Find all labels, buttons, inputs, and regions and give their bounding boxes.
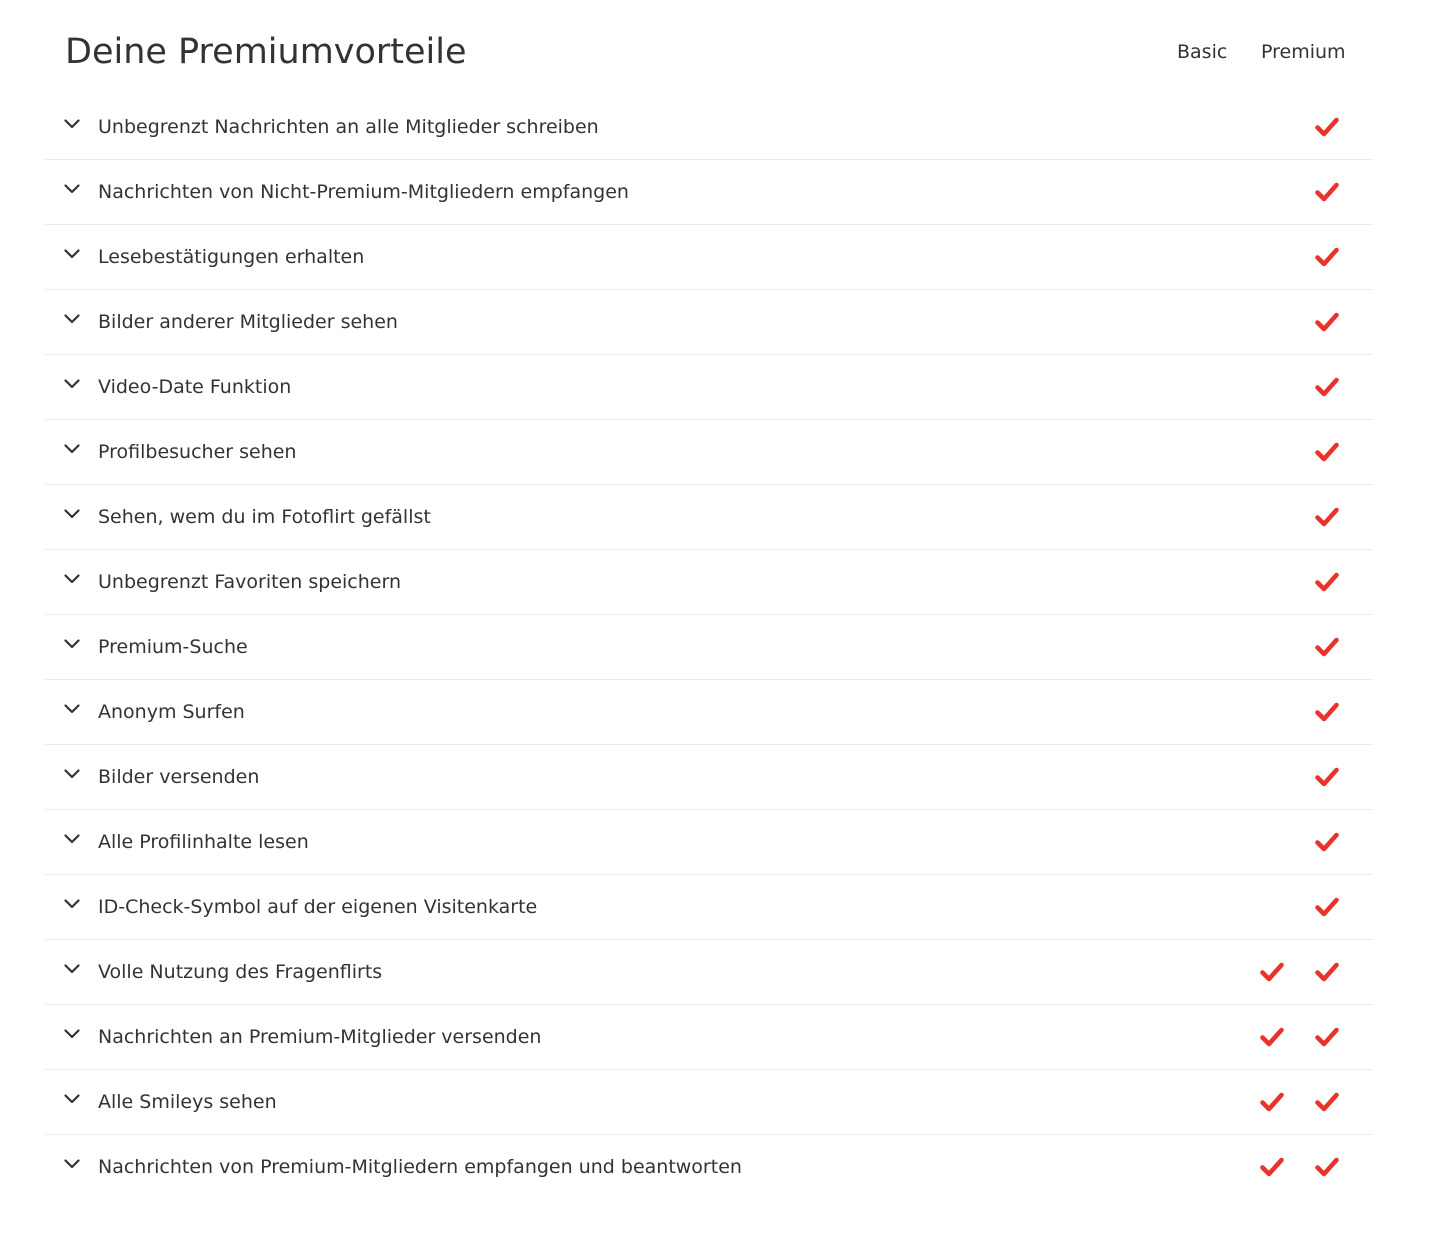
feature-label: Profilbesucher sehen — [98, 441, 297, 463]
feature-row-15[interactable] — [45, 1005, 1373, 1070]
premium-checkmark-icon — [1315, 442, 1339, 462]
feature-row-10[interactable] — [45, 680, 1373, 745]
chevron-down-icon[interactable] — [64, 249, 80, 259]
feature-label: Nachrichten an Premium-Mitglieder versenden — [98, 1026, 542, 1048]
premium-checkmark-icon — [1315, 637, 1339, 657]
feature-row-2[interactable] — [45, 160, 1373, 225]
basic-checkmark-icon — [1260, 1027, 1284, 1047]
feature-label: ID-Check-Symbol auf der eigenen Visitenkarte — [98, 896, 538, 918]
header — [0, 0, 1431, 96]
chevron-down-icon[interactable] — [64, 379, 80, 389]
feature-label: Alle Smileys sehen — [98, 1091, 277, 1113]
page-title: Deine Premiumvorteile — [65, 32, 467, 72]
feature-row-12[interactable] — [45, 810, 1373, 875]
feature-row-11[interactable] — [45, 745, 1373, 810]
feature-row-14[interactable] — [45, 940, 1373, 1005]
column-header-basic: Basic — [1177, 41, 1228, 63]
premium-checkmark-icon — [1315, 1157, 1339, 1177]
premium-checkmark-icon — [1315, 377, 1339, 397]
feature-label: Sehen, wem du im Fotoflirt gefällst — [98, 506, 431, 528]
premium-checkmark-icon — [1315, 507, 1339, 527]
chevron-down-icon[interactable] — [64, 899, 80, 909]
feature-label: Bilder versenden — [98, 766, 260, 788]
chevron-down-icon[interactable] — [64, 1159, 80, 1169]
feature-row-1[interactable] — [45, 95, 1373, 160]
premium-checkmark-icon — [1315, 182, 1339, 202]
feature-list — [45, 95, 1373, 1199]
basic-checkmark-icon — [1260, 1157, 1284, 1177]
chevron-down-icon[interactable] — [64, 639, 80, 649]
feature-label: Lesebestätigungen erhalten — [98, 246, 365, 268]
chevron-down-icon[interactable] — [64, 834, 80, 844]
chevron-down-icon[interactable] — [64, 1094, 80, 1104]
chevron-down-icon[interactable] — [64, 444, 80, 454]
chevron-down-icon[interactable] — [64, 119, 80, 129]
feature-label: Anonym Surfen — [98, 701, 245, 723]
premium-checkmark-icon — [1315, 897, 1339, 917]
feature-row-5[interactable] — [45, 355, 1373, 420]
chevron-down-icon[interactable] — [64, 184, 80, 194]
feature-row-8[interactable] — [45, 550, 1373, 615]
chevron-down-icon[interactable] — [64, 314, 80, 324]
premium-checkmark-icon — [1315, 572, 1339, 592]
premium-checkmark-icon — [1315, 832, 1339, 852]
basic-checkmark-icon — [1260, 962, 1284, 982]
feature-row-7[interactable] — [45, 485, 1373, 550]
premium-checkmark-icon — [1315, 702, 1339, 722]
feature-label: Unbegrenzt Favoriten speichern — [98, 571, 401, 593]
premium-checkmark-icon — [1315, 1027, 1339, 1047]
premium-checkmark-icon — [1315, 767, 1339, 787]
chevron-down-icon[interactable] — [64, 574, 80, 584]
premium-checkmark-icon — [1315, 117, 1339, 137]
feature-label: Nachrichten von Premium-Mitgliedern empfangen und beantworten — [98, 1156, 742, 1178]
column-header-premium: Premium — [1261, 41, 1346, 63]
premium-checkmark-icon — [1315, 312, 1339, 332]
feature-label: Volle Nutzung des Fragenflirts — [98, 961, 383, 983]
feature-row-13[interactable] — [45, 875, 1373, 940]
chevron-down-icon[interactable] — [64, 769, 80, 779]
chevron-down-icon[interactable] — [64, 704, 80, 714]
basic-checkmark-icon — [1260, 1092, 1284, 1112]
feature-row-6[interactable] — [45, 420, 1373, 485]
feature-row-4[interactable] — [45, 290, 1373, 355]
feature-label: Video-Date Funktion — [98, 376, 292, 398]
feature-label: Unbegrenzt Nachrichten an alle Mitglieder schreiben — [98, 116, 599, 138]
feature-row-9[interactable] — [45, 615, 1373, 680]
feature-label: Bilder anderer Mitglieder sehen — [98, 311, 398, 333]
premium-checkmark-icon — [1315, 247, 1339, 267]
feature-label: Nachrichten von Nicht-Premium-Mitgliedern empfangen — [98, 181, 629, 203]
feature-row-3[interactable] — [45, 225, 1373, 290]
feature-label: Premium-Suche — [98, 636, 248, 658]
chevron-down-icon[interactable] — [64, 964, 80, 974]
chevron-down-icon[interactable] — [64, 509, 80, 519]
premium-checkmark-icon — [1315, 1092, 1339, 1112]
feature-row-16[interactable] — [45, 1070, 1373, 1135]
feature-label: Alle Profilinhalte lesen — [98, 831, 309, 853]
chevron-down-icon[interactable] — [64, 1029, 80, 1039]
feature-row-17[interactable] — [45, 1135, 1373, 1199]
premium-checkmark-icon — [1315, 962, 1339, 982]
